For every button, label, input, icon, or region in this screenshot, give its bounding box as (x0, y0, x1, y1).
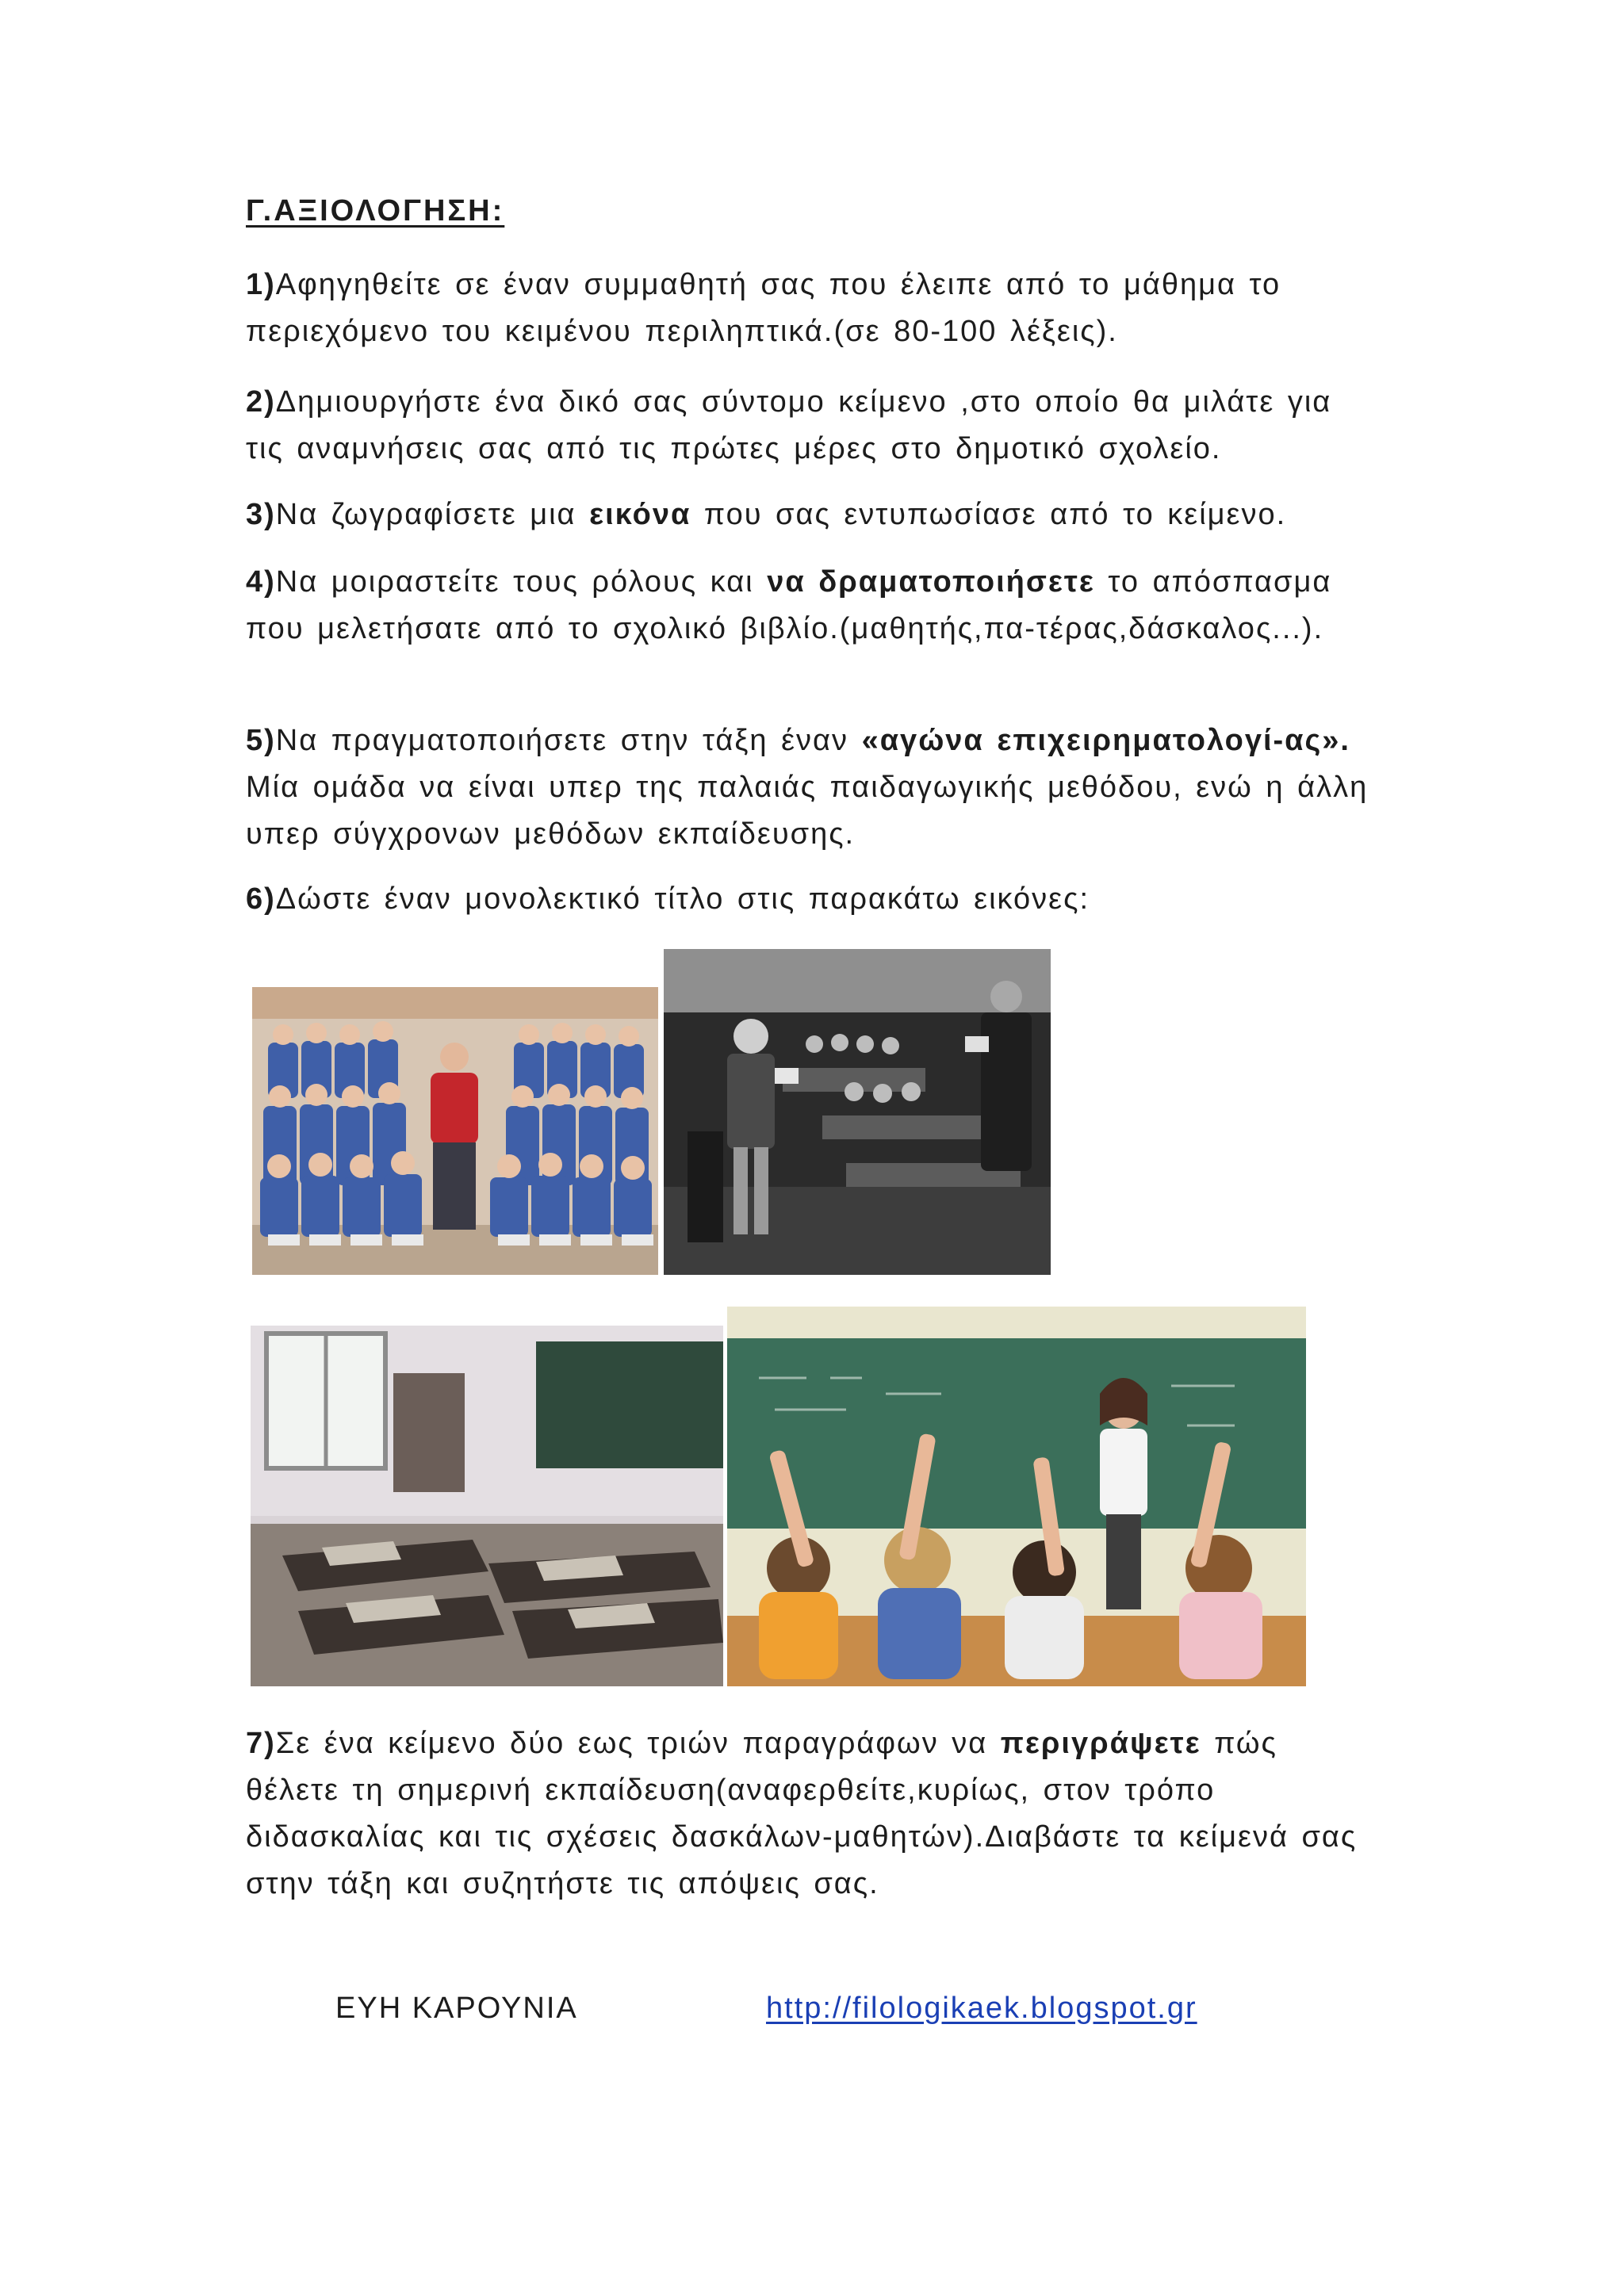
question-emphasis: να δραματοποιήσετε (767, 565, 1095, 599)
question-text: Δώστε έναν μονολεκτικό τίτλο στις παρακάτω εικόνες: (275, 882, 1090, 916)
question-text: Να μοιραστείτε τους ρόλους και (275, 565, 768, 599)
question-number: 4) (246, 565, 276, 599)
question-6 (246, 876, 1380, 923)
section-heading: Γ.ΑΞΙΟΛΟΓΗΣΗ: (246, 194, 505, 228)
question-number: 7) (246, 1727, 276, 1760)
question-text: Μία ομάδα να είναι υπερ της παλαιάς παιδαγωγικής μεθόδου, ενώ η άλλη υπερ σύγχρονων μεθόδων εκπαίδευσης. (246, 771, 1369, 851)
modern-classroom-photo (727, 1307, 1306, 1686)
author-name: ΕΥΗ ΚΑΡΟΥΝΙΑ (335, 1992, 578, 2025)
question-text: Σε ένα κείμενο δύο εως τριών παραγράφων να (275, 1727, 1001, 1760)
question-emphasis: εικόνα (589, 498, 691, 531)
question-number: 3) (246, 498, 276, 531)
question-number: 1) (246, 268, 276, 301)
question-text: που σας εντυπωσίασε από το κείμενο. (691, 498, 1287, 531)
question-2 (246, 379, 1380, 473)
question-number: 5) (246, 724, 276, 757)
question-1 (246, 262, 1380, 355)
class-group-photo (252, 987, 658, 1275)
empty-classroom-desks-photo (251, 1326, 723, 1686)
question-5 (246, 718, 1380, 858)
question-text: Να πραγματοποιήσετε στην τάξη έναν (275, 724, 862, 757)
question-7 (246, 1720, 1380, 1908)
question-emphasis: περιγράψετε (1000, 1727, 1201, 1760)
question-emphasis: «αγώνα επιχειρηματολογί-ας». (861, 724, 1350, 757)
question-4 (246, 559, 1380, 652)
question-number: 6) (246, 882, 276, 916)
question-text: πώς θέλετε τη σημερινή εκπαίδευση(αναφερθείτε,κυρίως, στον τρόπο διδασκαλίας και τις σχέσεις δασκάλων-μαθητών).Διαβάστε τα κείμενά σας στην τάξη και συζητήστε τις απόψεις σας. (246, 1727, 1358, 1900)
blog-link[interactable]: http://filologikaek.blogspot.gr (766, 1992, 1197, 2025)
question-text: Αφηγηθείτε σε έναν συμμαθητή σας που έλειπε από το μάθημα το περιεχόμενο του κειμένου περιληπτικά.(σε 80-100 λέξεις). (246, 268, 1281, 348)
old-classroom-photo (664, 949, 1051, 1275)
question-text: το απόσπασμα που μελετήσατε από το σχολικό βιβλίο.(μαθητής,πα-τέρας,δάσκαλος...). (246, 565, 1332, 645)
question-text: Να ζωγραφίσετε μια (275, 498, 590, 531)
question-3 (246, 492, 1380, 538)
question-text: Δημιουργήστε ένα δικό σας σύντομο κείμενο ,στο οποίο θα μιλάτε για τις αναμνήσεις σας από τις πρώτες μέρες στο δημοτικό σχολείο. (246, 385, 1332, 465)
question-number: 2) (246, 385, 276, 419)
